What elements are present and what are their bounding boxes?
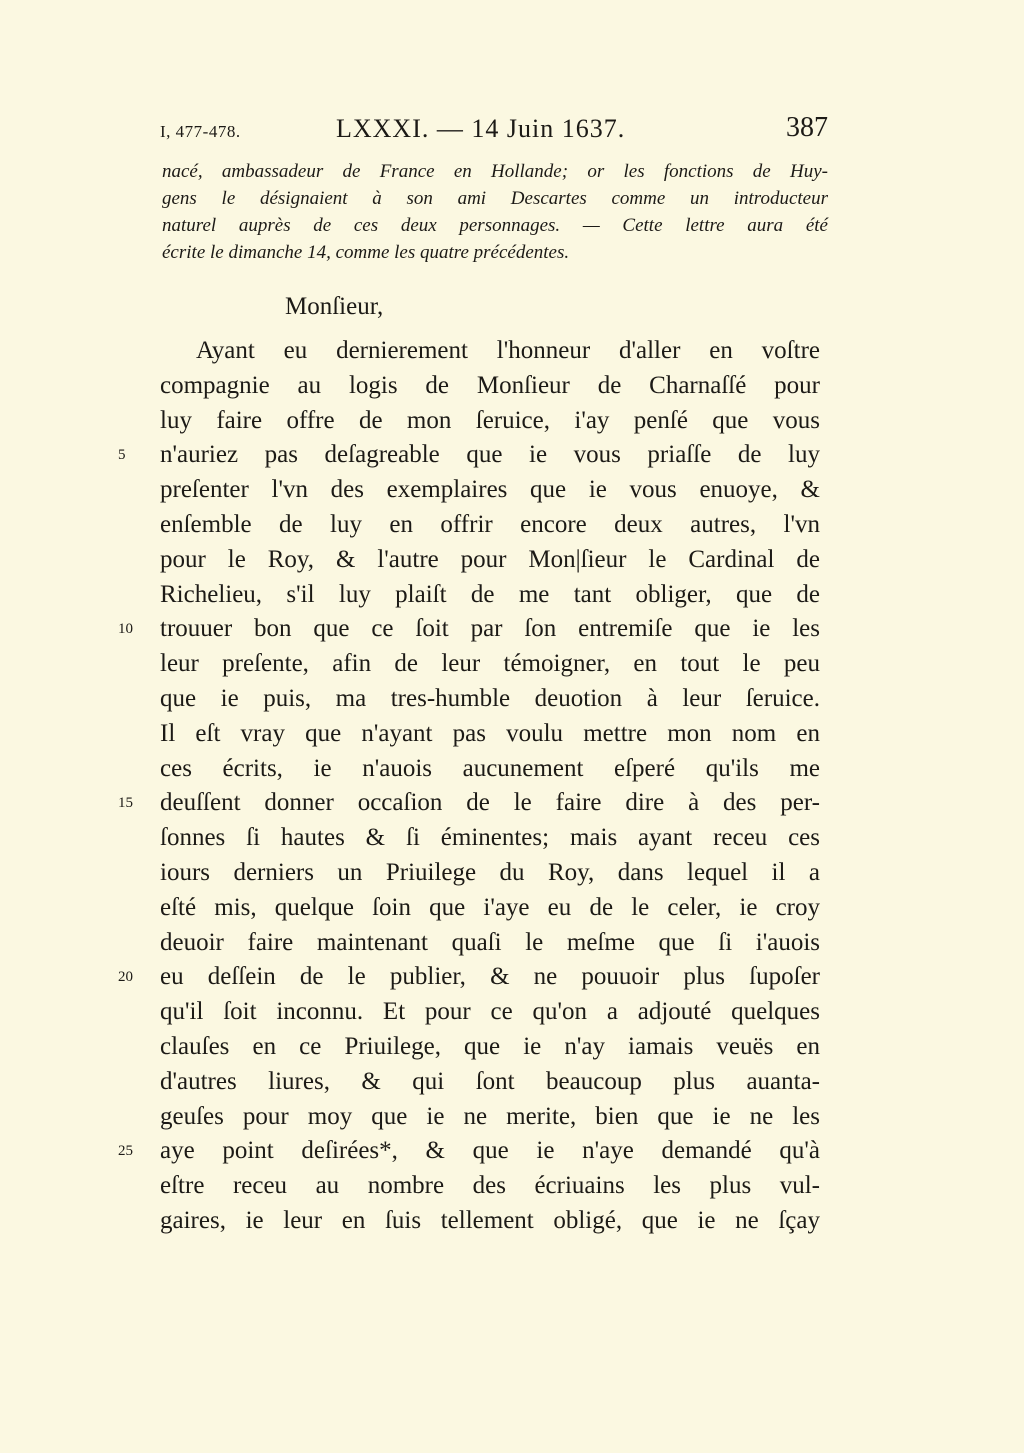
line-text: gaires, ie leur en ſuis tellement obligé, que ie ne ſçay [160,1206,820,1234]
line-text: eu deſſein de le publier, & ne pouuoir plus ſupoſer [160,963,820,991]
volume-reference: I, 477-478. [160,122,241,141]
line-text: compagnie au logis de Monſieur de Charnaſſé pour [160,371,820,399]
line-text: ces écrits, ie n'auois aucunement eſperé qu'ils me [160,754,820,782]
letter-line [160,647,820,682]
line-text: pour le Roy, & l'autre pour Mon|ſieur le Cardinal de [160,545,820,573]
letter-line [160,995,820,1030]
letter-line [160,1239,820,1274]
line-text: trouuer bon que ce ſoit par ſon entremiſe que ie les [160,615,820,643]
line-text: Il eſt vray que n'ayant pas voulu mettre mon nom en [160,719,820,747]
letter-heading: LXXXI. — 14 Juin 1637. [336,114,626,143]
letter-line [160,1100,820,1135]
letter-line [118,612,820,647]
letter-line [160,1169,820,1204]
line-text: n'auriez pas deſagreable que ie vous priaſſe de luy [160,441,820,469]
note-line: nacé, ambassadeur de France en Hollande; or les fonctions de Huy- [162,161,828,182]
line-text: deuſſent donner occaſion de le faire dire à des per- [160,789,820,817]
line-text: eſté mis, quelque ſoin que i'aye eu de le celer, ie croy [160,893,820,921]
note-line: naturel auprès de ces deux personnages. — Cette lettre aura été [162,215,828,236]
editorial-note [162,158,828,266]
letter-line [160,926,820,961]
letter-line [160,508,820,543]
line-text: Richelieu, s'il luy plaiſt de me tant obliger, que de [160,580,820,608]
letter-line [160,334,820,369]
letter-line [160,404,820,439]
line-text: ſonnes ſi hautes & ſi éminentes; mais ayant receu ces [160,824,820,852]
note-line: gens le désignaient à son ami Descartes comme un introducteur [162,188,828,209]
letter-line [118,960,820,995]
line-text: enſemble de luy en offrir encore deux autres, l'vn [160,510,820,538]
letter-line [160,1065,820,1100]
line-text: eſtre receu au nombre des écriuains les plus vul- [160,1172,820,1200]
line-text: d'autres liures, & qui ſont beaucoup plus auanta- [160,1067,820,1095]
line-text: deuoir faire maintenant quaſi le meſme que ſi i'auois [160,928,820,956]
note-line: écrite le dimanche 14, comme les quatre précédentes. [162,242,570,263]
letter-line [160,578,820,613]
line-number: 25 [118,1143,133,1160]
line-text: Ayant eu dernierement l'honneur d'aller en voſtre [196,337,820,364]
letter-line [160,682,820,717]
line-text: luy faire offre de mon ſeruice, i'ay penſé que vous [160,406,820,434]
page-number: 387 [786,112,828,143]
line-number: 20 [118,969,133,986]
line-text: geuſes pour moy que ie ne merite, bien que ie ne les [160,1102,820,1130]
letter-line [118,438,820,473]
letter-line [160,717,820,752]
letter-line [160,856,820,891]
line-text: aye point deſirées*, & que ie n'aye demandé qu'à [160,1137,820,1165]
letter-line [160,821,820,856]
salutation: Monſieur, [285,293,384,320]
line-number: 15 [118,795,133,812]
line-number: 5 [118,447,126,464]
letter-line [118,1134,820,1169]
letter-line [118,786,820,821]
letter-body [118,334,820,1274]
letter-line [160,473,820,508]
line-text: qu'il ſoit inconnu. Et pour ce qu'on a adjouté quelques [160,998,820,1026]
letter-line [160,369,820,404]
letter-line [160,752,820,787]
line-text: que ie puis, ma tres-humble deuotion à leur ſeruice. [160,684,820,712]
letter-line [160,891,820,926]
letter-line [160,1030,820,1065]
running-header [160,112,828,152]
line-text: clauſes en ce Priuilege, que ie n'ay iamais veuës en [160,1032,820,1060]
line-text: iours derniers un Priuilege du Roy, dans lequel il a [160,858,820,886]
letter-line [160,543,820,578]
line-text: preſenter l'vn des exemplaires que ie vous enuoye, & [160,476,820,504]
line-number: 10 [118,621,133,638]
letter-line [160,1204,820,1239]
line-text: leur preſente, afin de leur témoigner, en tout le peu [160,650,820,678]
